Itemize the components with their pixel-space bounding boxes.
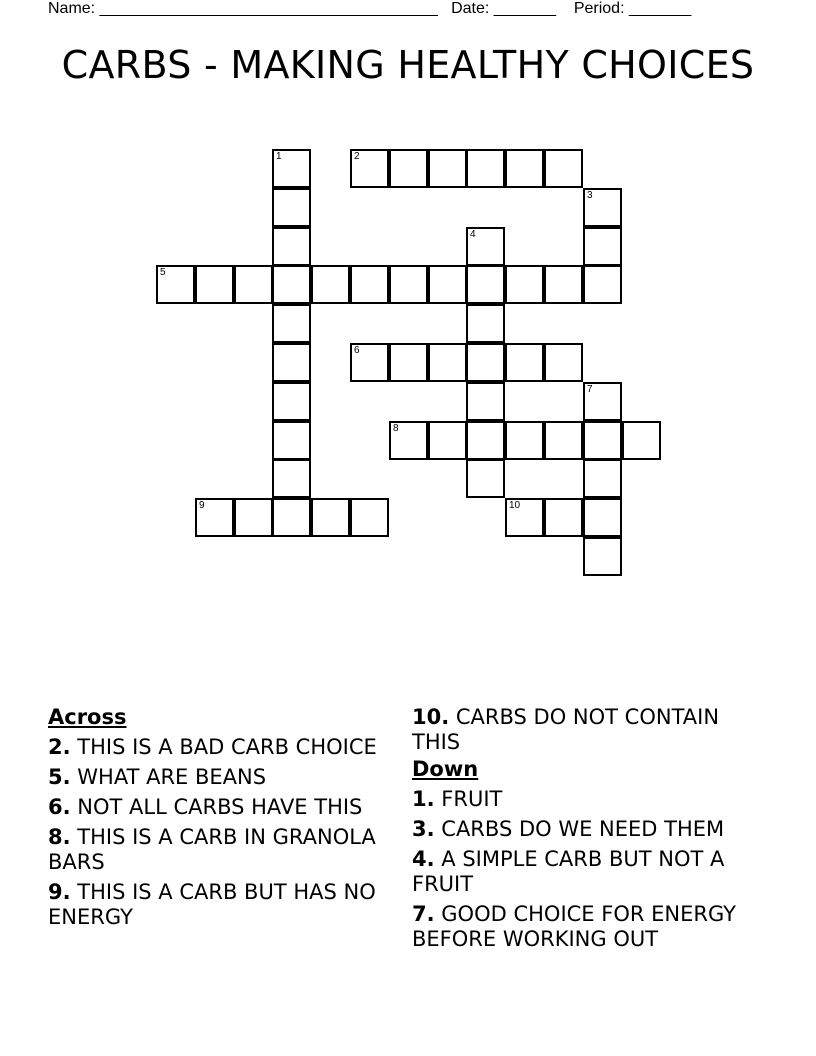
grid-cell[interactable] <box>466 459 505 498</box>
date-field-label[interactable]: Date: _______ <box>451 0 557 17</box>
clue-text: WHAT ARE BEANS <box>77 765 267 789</box>
clue-number: 1. <box>412 787 435 811</box>
period-field-label[interactable]: Period: _______ <box>573 0 692 17</box>
clue-number: 7. <box>412 902 435 926</box>
clue-text: THIS IS A BAD CARB CHOICE <box>77 735 377 759</box>
clue-down-4 <box>412 847 772 897</box>
clue-across-9 <box>48 880 388 930</box>
grid-cell[interactable] <box>544 343 583 382</box>
grid-cell[interactable] <box>350 498 389 537</box>
clues-column-right <box>412 703 772 952</box>
grid-cell[interactable] <box>622 421 661 460</box>
clue-number: 10. <box>412 705 450 729</box>
clue-number: 3. <box>412 817 435 841</box>
grid-cell[interactable] <box>544 265 583 304</box>
clues-column-left <box>48 703 388 930</box>
grid-cell[interactable] <box>505 149 544 188</box>
grid-cell[interactable] <box>272 304 311 343</box>
clue-down-3 <box>412 817 772 842</box>
cell-number: 1 <box>276 151 282 162</box>
clue-text: THIS IS A CARB IN GRANOLA BARS <box>48 825 376 874</box>
cell-number: 8 <box>393 423 399 434</box>
clue-text: A SIMPLE CARB BUT NOT A FRUIT <box>412 847 725 896</box>
grid-cell[interactable] <box>466 382 505 421</box>
grid-cell[interactable] <box>234 498 273 537</box>
grid-cell[interactable] <box>466 265 505 304</box>
grid-cell[interactable] <box>583 265 622 304</box>
grid-cell[interactable] <box>583 382 622 421</box>
grid-cell[interactable] <box>466 304 505 343</box>
grid-cell[interactable] <box>583 498 622 537</box>
grid-cell[interactable] <box>272 188 311 227</box>
grid-cell[interactable] <box>272 149 311 188</box>
grid-cell[interactable] <box>544 421 583 460</box>
grid-cell[interactable] <box>583 537 622 576</box>
grid-cell[interactable] <box>428 343 467 382</box>
grid-cell[interactable] <box>389 421 428 460</box>
clue-number: 8. <box>48 825 71 849</box>
cell-number: 6 <box>354 345 360 356</box>
grid-cell[interactable] <box>505 421 544 460</box>
grid-cell[interactable] <box>272 343 311 382</box>
clue-text: CARBS DO NOT CONTAIN THIS <box>412 705 720 754</box>
grid-cell[interactable] <box>311 498 350 537</box>
clue-number: 4. <box>412 847 435 871</box>
grid-cell[interactable] <box>389 265 428 304</box>
across-heading: Across <box>48 705 127 729</box>
cell-number: 4 <box>470 229 476 240</box>
name-field-label[interactable]: Name: ______________________________________ <box>48 0 438 17</box>
grid-cell[interactable] <box>428 149 467 188</box>
clue-text: NOT ALL CARBS HAVE THIS <box>77 795 363 819</box>
down-heading: Down <box>412 757 479 781</box>
grid-cell[interactable] <box>350 149 389 188</box>
grid-cell[interactable] <box>195 498 234 537</box>
grid-cell[interactable] <box>389 149 428 188</box>
grid-cell[interactable] <box>389 343 428 382</box>
clue-across-2 <box>48 735 388 760</box>
grid-cell[interactable] <box>583 188 622 227</box>
grid-cell[interactable] <box>350 265 389 304</box>
clue-across-6 <box>48 795 388 820</box>
grid-cell[interactable] <box>234 265 273 304</box>
grid-cell[interactable] <box>156 265 195 304</box>
cell-number: 9 <box>199 500 205 511</box>
cell-number: 10 <box>509 500 521 511</box>
grid-cell[interactable] <box>272 227 311 266</box>
clue-number: 5. <box>48 765 71 789</box>
grid-cell[interactable] <box>428 265 467 304</box>
clue-text: FRUIT <box>441 787 503 811</box>
clue-text: CARBS DO WE NEED THEM <box>441 817 725 841</box>
grid-cell[interactable] <box>272 498 311 537</box>
clue-number: 9. <box>48 880 71 904</box>
grid-cell[interactable] <box>195 265 234 304</box>
clue-down-1 <box>412 787 772 812</box>
grid-cell[interactable] <box>466 343 505 382</box>
cell-number: 3 <box>587 190 593 201</box>
grid-cell[interactable] <box>544 498 583 537</box>
grid-cell[interactable] <box>544 149 583 188</box>
grid-cell[interactable] <box>350 343 389 382</box>
clue-number: 2. <box>48 735 71 759</box>
clue-across-8 <box>48 825 388 875</box>
grid-cell[interactable] <box>272 459 311 498</box>
grid-cell[interactable] <box>272 265 311 304</box>
grid-cell[interactable] <box>583 227 622 266</box>
grid-cell[interactable] <box>466 149 505 188</box>
grid-cell[interactable] <box>311 265 350 304</box>
cell-number: 2 <box>354 151 360 162</box>
grid-cell[interactable] <box>272 421 311 460</box>
cell-number: 5 <box>160 267 166 278</box>
grid-cell[interactable] <box>466 421 505 460</box>
clue-text: THIS IS A CARB BUT HAS NO ENERGY <box>48 880 376 929</box>
clue-across-5 <box>48 765 388 790</box>
grid-cell[interactable] <box>583 421 622 460</box>
clue-number: 6. <box>48 795 71 819</box>
grid-cell[interactable] <box>505 498 544 537</box>
grid-cell[interactable] <box>428 421 467 460</box>
clue-across-10 <box>412 705 772 755</box>
grid-cell[interactable] <box>272 382 311 421</box>
clue-text: GOOD CHOICE FOR ENERGY BEFORE WORKING OUT <box>412 902 737 951</box>
grid-cell[interactable] <box>466 227 505 266</box>
grid-cell[interactable] <box>583 459 622 498</box>
puzzle-title: CARBS - MAKING HEALTHY CHOICES <box>61 43 755 87</box>
clue-down-7 <box>412 902 772 952</box>
grid-cell[interactable] <box>505 343 544 382</box>
grid-cell[interactable] <box>505 265 544 304</box>
cell-number: 7 <box>587 384 593 395</box>
